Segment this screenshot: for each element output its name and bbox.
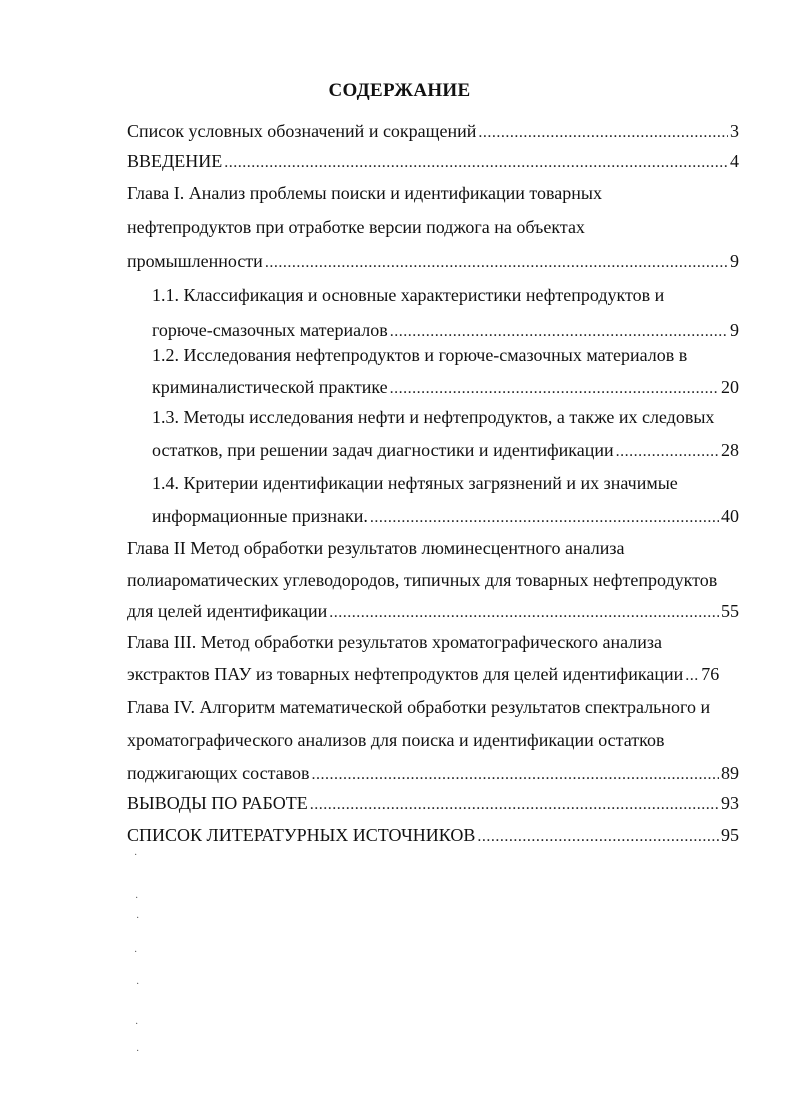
toc-page-number: 9 bbox=[730, 320, 739, 340]
dot-leader bbox=[370, 503, 719, 533]
toc-entry-text: Глава IV. Алгоритм математической обработки результатов спектрального и bbox=[127, 697, 711, 717]
toc-entry-text: Глава II Метод обработки результатов люминесцентного анализа bbox=[127, 538, 625, 558]
toc-entry[interactable] bbox=[127, 788, 739, 818]
dot-leader bbox=[616, 437, 719, 467]
toc-entry-text: горюче-смазочных материалов bbox=[152, 320, 388, 340]
dot-leader bbox=[390, 374, 719, 404]
toc-entry[interactable] bbox=[127, 116, 739, 146]
toc-page-number: 55 bbox=[721, 601, 739, 621]
toc-entry[interactable] bbox=[127, 146, 739, 176]
toc-page-number: 93 bbox=[721, 793, 739, 813]
toc-entry-text: нефтепродуктов при отработке версии поджога на объектах bbox=[127, 217, 585, 237]
toc-page-number: 95 bbox=[721, 825, 739, 845]
scan-speck: · bbox=[136, 913, 140, 924]
toc-entry-text: 1.1. Классификация и основные характеристики нефтепродуктов и bbox=[152, 285, 665, 305]
toc-entry[interactable] bbox=[152, 280, 739, 345]
dot-leader bbox=[478, 118, 728, 148]
toc-entry-text: криминалистической практике bbox=[152, 377, 388, 397]
toc-entry[interactable] bbox=[127, 820, 739, 850]
toc-entry-text: ВЫВОДЫ ПО РАБОТЕ bbox=[127, 793, 308, 813]
scan-speck: · bbox=[135, 1019, 139, 1030]
toc-entry-text: Глава III. Метод обработки результатов хроматографического анализа bbox=[127, 632, 662, 652]
toc-entry-text: 1.4. Критерии идентификации нефтяных загрязнений и их значимые bbox=[152, 473, 678, 493]
toc-entry-text: остатков, при решении задач диагностики и идентификации bbox=[152, 440, 614, 460]
toc-entry-text: экстрактов ПАУ из товарных нефтепродуктов для целей идентификации bbox=[127, 664, 684, 684]
scan-speck: · bbox=[136, 979, 140, 990]
dot-leader bbox=[312, 760, 719, 790]
toc-entry-text: ВВЕДЕНИЕ bbox=[127, 151, 223, 171]
toc-entry-text: 1.3. Методы исследования нефти и нефтепродуктов, а также их следовых bbox=[152, 407, 715, 427]
toc-entry[interactable] bbox=[127, 627, 739, 689]
toc-entry-text: Список условных обозначений и сокращений bbox=[127, 121, 477, 141]
toc-entry[interactable] bbox=[127, 533, 739, 626]
dot-leader bbox=[685, 661, 699, 691]
scan-speck: · bbox=[134, 850, 138, 861]
scan-speck: · bbox=[135, 893, 139, 904]
toc-page-number: 40 bbox=[721, 506, 739, 526]
toc-entry-text: информационные признаки. bbox=[152, 506, 368, 526]
toc-entry-text: для целей идентификации bbox=[127, 601, 328, 621]
page-title: СОДЕРЖАНИЕ bbox=[328, 80, 471, 101]
toc-page-number: 3 bbox=[730, 121, 739, 141]
toc-entry-text: полиароматических углеводородов, типичных для товарных нефтепродуктов bbox=[127, 570, 718, 590]
toc-page-number: 9 bbox=[730, 251, 739, 271]
toc-entry[interactable] bbox=[152, 468, 739, 531]
dot-leader bbox=[329, 598, 719, 628]
toc-entry[interactable] bbox=[127, 178, 739, 276]
toc-page-number: 76 bbox=[701, 664, 720, 684]
toc-entry-text: СПИСОК ЛИТЕРАТУРНЫХ ИСТОЧНИКОВ bbox=[127, 825, 476, 845]
dot-leader bbox=[477, 822, 719, 852]
toc-page-number: 4 bbox=[730, 151, 739, 171]
toc-entry-text: Глава I. Анализ проблемы поиски и идентификации товарных bbox=[127, 183, 603, 203]
toc-entry[interactable] bbox=[127, 692, 739, 788]
dot-leader bbox=[224, 148, 728, 178]
scan-speck: · bbox=[136, 1046, 140, 1057]
toc-entry-text: хроматографического анализов для поиска и идентификации остатков bbox=[127, 730, 665, 750]
toc-entry[interactable] bbox=[152, 340, 739, 402]
scan-speck: · bbox=[134, 947, 138, 958]
toc-page-number: 89 bbox=[721, 763, 739, 783]
toc-entry-text: промышленности bbox=[127, 251, 263, 271]
toc-entry[interactable] bbox=[152, 402, 739, 465]
toc-entry-text: поджигающих составов bbox=[127, 763, 310, 783]
toc-entry-text: 1.2. Исследования нефтепродуктов и горюче-смазочных материалов в bbox=[152, 345, 688, 365]
dot-leader bbox=[265, 248, 728, 278]
toc-page-number: 28 bbox=[721, 440, 739, 460]
toc-page-number: 20 bbox=[721, 377, 739, 397]
dot-leader bbox=[310, 790, 719, 820]
